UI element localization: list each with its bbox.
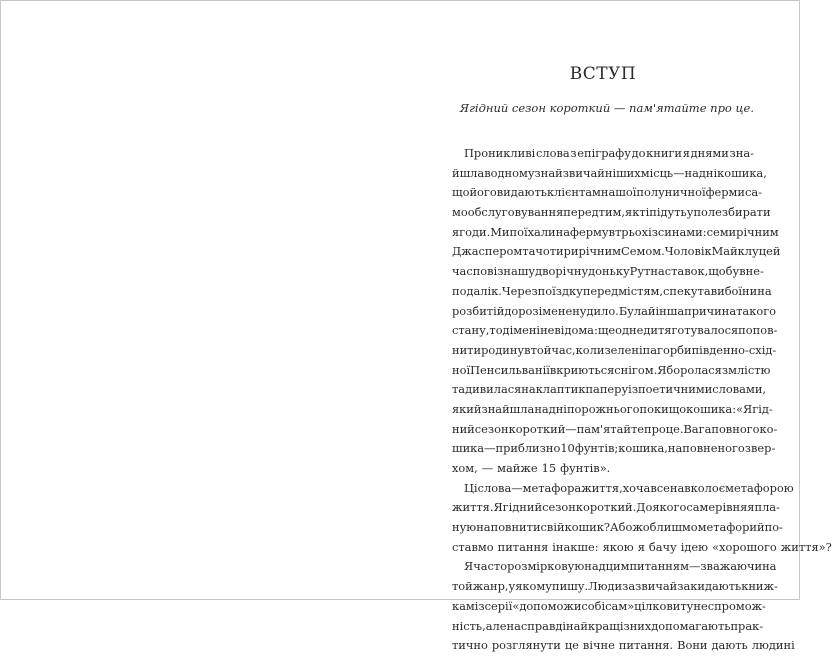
text-line: нити родину в той час, коли зелені пагорби південно-схід- [452, 342, 777, 357]
text-line: час повіз нашу дворічну доньку Рут на ставок, що був не- [452, 264, 764, 279]
body-text [452, 144, 832, 656]
text-line: ність, але насправді найкращі з них допомагають прак- [452, 618, 764, 633]
text-line: хом, — майже 15 фунтів». [452, 461, 611, 475]
text-line: розбитій дорозі мене нудило. Була й інша причина такого [452, 303, 777, 318]
text-line: який знайшла на дні порожнього поки що кошика: «Ягід- [452, 401, 773, 416]
text-line: Проникливі слова з епіграфу до книги я днями зна- [464, 146, 754, 160]
text-line: та дивилася на клаптик паперу із поетичними словами, [452, 382, 767, 397]
text-line: кам із серії «допоможи собі сам» цілковиту неспромож- [452, 598, 766, 613]
text-line: ний сезон короткий — пам'ятайте про це. Вага повного ко- [452, 421, 778, 436]
text-line: Я часто розмірковую над цим питанням — зважаючи на [464, 559, 777, 574]
epigraph: Ягідний сезон короткий — пам'ятайте про це. [459, 101, 754, 115]
text-line: Джаспером та чотирирічним Семом. Чоловік Майкл у цей [452, 244, 781, 259]
text-line: йшла в одному з найзвичайніших місць — на дні кошика, [452, 165, 767, 180]
text-line: стану, тоді мені невідома: ще одне дитя готувалося попов- [452, 323, 778, 338]
text-line: ягоди. Ми поїхали на ферму втрьох із синами: семирічним [452, 224, 779, 239]
text-line: шика — приблизно 10 фунтів; кошика, наповненого з вер- [452, 441, 776, 456]
text-line: ної Пенсильванії вкриються снігом. Я боролася з млістю [452, 362, 771, 377]
text-line: подалік. Через поїздку передмістям, спеку та вибоїни на [452, 283, 772, 298]
chapter-title: ВСТУП [569, 64, 637, 84]
text-line: тично розглянути це вічне питання. Вони дають людині [452, 638, 795, 653]
text-line: життя. Ягідний сезон короткий. До якого саме рівня я пла- [452, 500, 780, 515]
text-line: Ці слова — метафора життя, хоча все навколо є метафорою [464, 480, 794, 495]
text-line: мообслуговування перед тим, як ті підуть у поле збирати [452, 205, 771, 220]
text-line: що його видають клієнтам нашої полуничної ферми са- [452, 185, 763, 200]
text-line: той жанр, у якому пишу. Люди зазвичай закидають книж- [452, 579, 778, 594]
text-line: ную наповнити свій кошик? Або ж облишмо метафори й по- [452, 520, 783, 535]
text-line: ставмо питання інакше: якою я бачу ідею «хорошого життя»? [452, 539, 832, 554]
